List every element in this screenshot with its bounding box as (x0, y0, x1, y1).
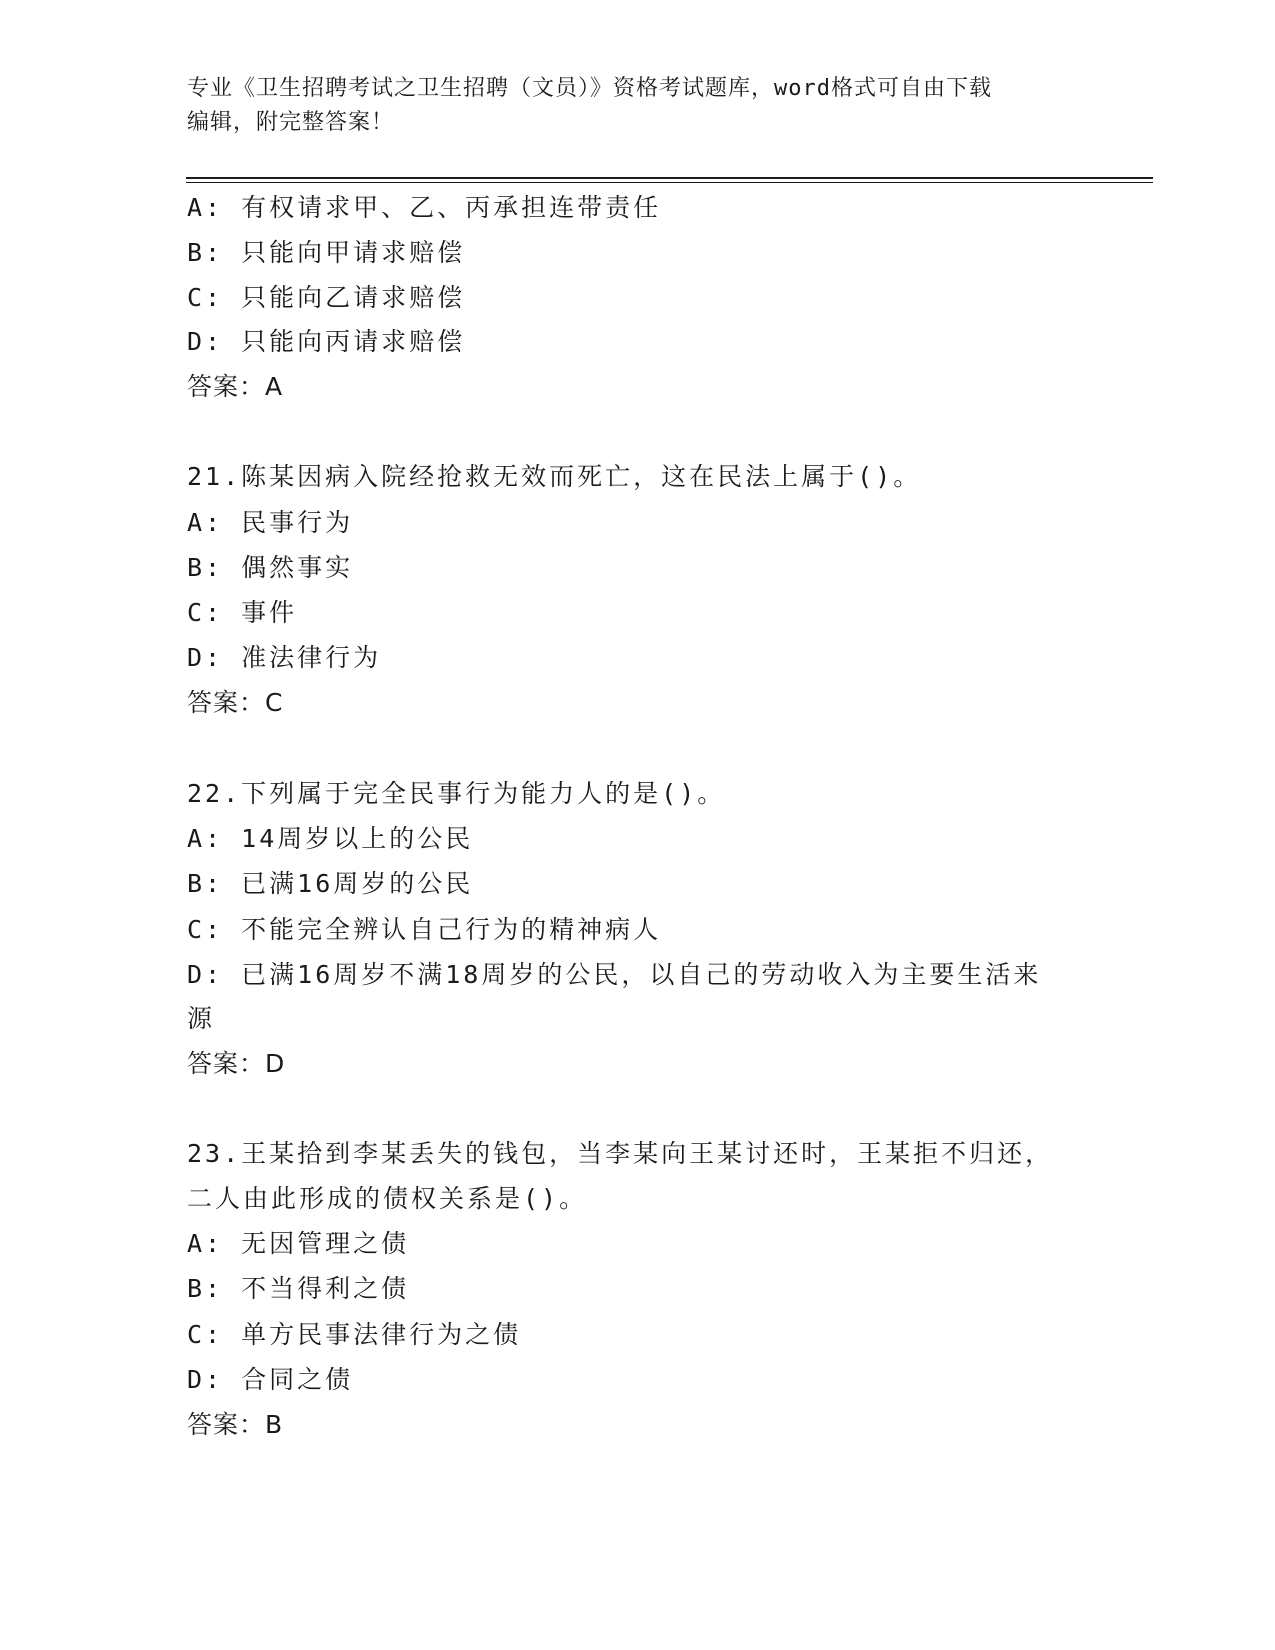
q22-option-d-continued: 源 (187, 1004, 216, 1033)
q21-option-d: D: 准法律行为 (187, 643, 382, 672)
q21-answer: 答案：C (187, 688, 284, 717)
q23-option-b: B: 不当得利之债 (187, 1274, 410, 1303)
q20-option-a: A: 有权请求甲、乙、丙承担连带责任 (187, 193, 662, 222)
q22-option-a: A: 14周岁以上的公民 (187, 824, 474, 853)
header-divider-thin (186, 182, 1153, 183)
document-header (187, 72, 1087, 140)
q23-stem: 23.王某拾到李某丢失的钱包，当李某向王某讨还时，王某拒不归还， (187, 1139, 1054, 1168)
header-line-1: 专业《卫生招聘考试之卫生招聘（文员）》资格考试题库，word格式可自由下载 (187, 76, 992, 101)
q20-answer: 答案：A (187, 372, 284, 401)
q23-option-c: C: 单方民事法律行为之债 (187, 1320, 522, 1349)
q22-stem: 22.下列属于完全民事行为能力人的是()。 (187, 779, 726, 808)
q23-option-a: A: 无因管理之债 (187, 1229, 410, 1258)
q22-option-c: C: 不能完全辨认自己行为的精神病人 (187, 915, 662, 944)
q22-option-d: D: 已满16周岁不满18周岁的公民，以自己的劳动收入为主要生活来 (187, 960, 1042, 989)
q21-option-a: A: 民事行为 (187, 508, 354, 537)
header-divider-thick (186, 177, 1153, 179)
q21-option-b: B: 偶然事实 (187, 553, 354, 582)
header-line-2: 编辑，附完整答案！ (187, 110, 395, 135)
q22-answer: 答案：D (187, 1049, 286, 1078)
q22-option-b: B: 已满16周岁的公民 (187, 869, 474, 898)
q21-stem: 21.陈某因病入院经抢救无效而死亡，这在民法上属于()。 (187, 462, 922, 491)
q20-option-d: D: 只能向丙请求赔偿 (187, 327, 466, 356)
q21-option-c: C: 事件 (187, 598, 298, 627)
q23-stem-continued: 二人由此形成的债权关系是()。 (187, 1184, 588, 1213)
q20-option-b: B: 只能向甲请求赔偿 (187, 238, 466, 267)
q23-option-d: D: 合同之债 (187, 1365, 354, 1394)
q20-option-c: C: 只能向乙请求赔偿 (187, 283, 466, 312)
q23-answer: 答案：B (187, 1410, 284, 1439)
